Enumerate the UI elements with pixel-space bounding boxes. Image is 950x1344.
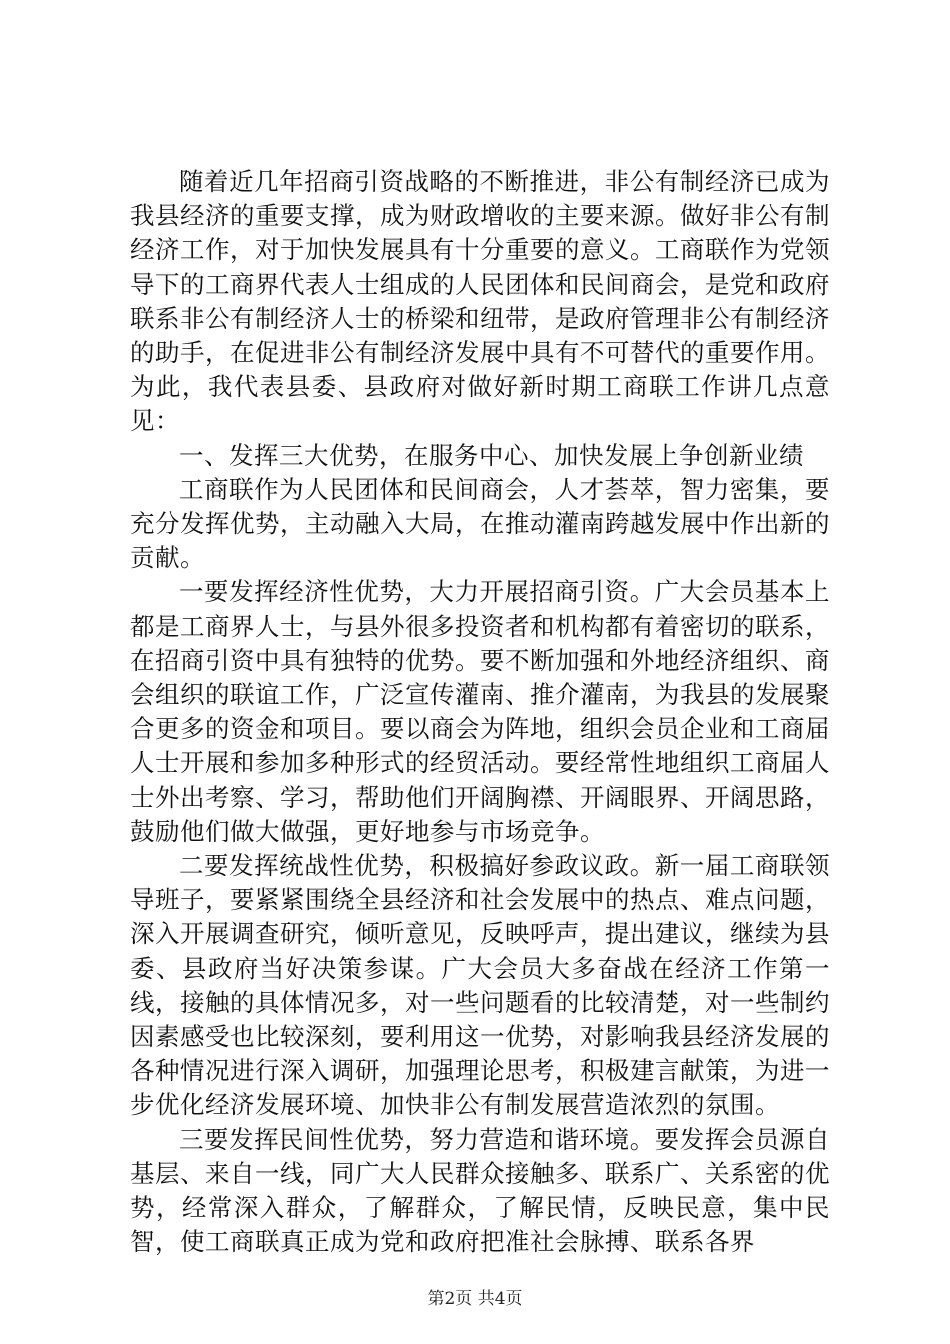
paragraph-economic-advantage: 一要发挥经济性优势，大力开展招商引资。广大会员基本上都是工商界人士，与县外很多投资者和机构都有着密切的联系，在招商引资中具有独特的优势。要不断加强和外地经济组织、商会组织的联谊工作，广泛宣传灌南、推介灌南，为我县的发展聚合更多的资金和项目。要以商会为阵地，组织会员企业和工商届人士开展和参加多种形式的经贸活动。要经常性地组织工商届人士外出考察、学习，帮助他们开阔胸襟、开阔眼界、开阔思路，鼓励他们做大做强，更好地参与市场竞争。 [130,577,830,846]
paragraph-intro: 随着近几年招商引资战略的不断推进，非公有制经济已成为我县经济的重要支撑，成为财政增收的主要来源。做好非公有制经济工作，对于加快发展具有十分重要的意义。工商联作为党领导下的工商界代表人士组成的人民团体和民间商会，是党和政府联系非公有制经济人士的桥梁和纽带，是政府管理非公有制经济的助手，在促进非公有制经济发展中具有不可替代的重要作用。为此，我代表县委、县政府对做好新时期工商联工作讲几点意见： [130,167,830,436]
paragraph-civil-advantage: 三要发挥民间性优势，努力营造和谐环境。要发挥会员源自基层、来自一线，同广大人民群众接触多、联系广、关系密的优势，经常深入群众，了解群众，了解民情，反映民意，集中民智，使工商联真正成为党和政府把准社会脉搏、联系各界 [130,1124,830,1257]
page-number-footer: 第2页 共4页 [427,1289,523,1309]
paragraph-overview: 工商联作为人民团体和民间商会，人才荟萃，智力密集，要充分发挥优势，主动融入大局，在推动灌南跨越发展中作出新的贡献。 [130,474,830,573]
section-heading: 一、发挥三大优势，在服务中心、加快发展上争创新业绩 [179,440,804,470]
paragraph-united-front-advantage: 二要发挥统战性优势，积极搞好参政议政。新一届工商联领导班子，要紧紧围绕全县经济和社会发展中的热点、难点问题，深入开展调查研究，倾听意见，反映呼声，提出建议，继续为县委、县政府当好决策参谋。广大会员大多奋战在经济工作第一线，接触的具体情况多，对一些问题看的比较清楚，对一些制约因素感受也比较深刻，要利用这一优势，对影响我县经济发展的各种情况进行深入调研，加强理论思考，积极建言献策，为进一步优化经济发展环境、加快非公有制发展营造浓烈的氛围。 [130,851,830,1120]
document-body [130,165,830,1260]
